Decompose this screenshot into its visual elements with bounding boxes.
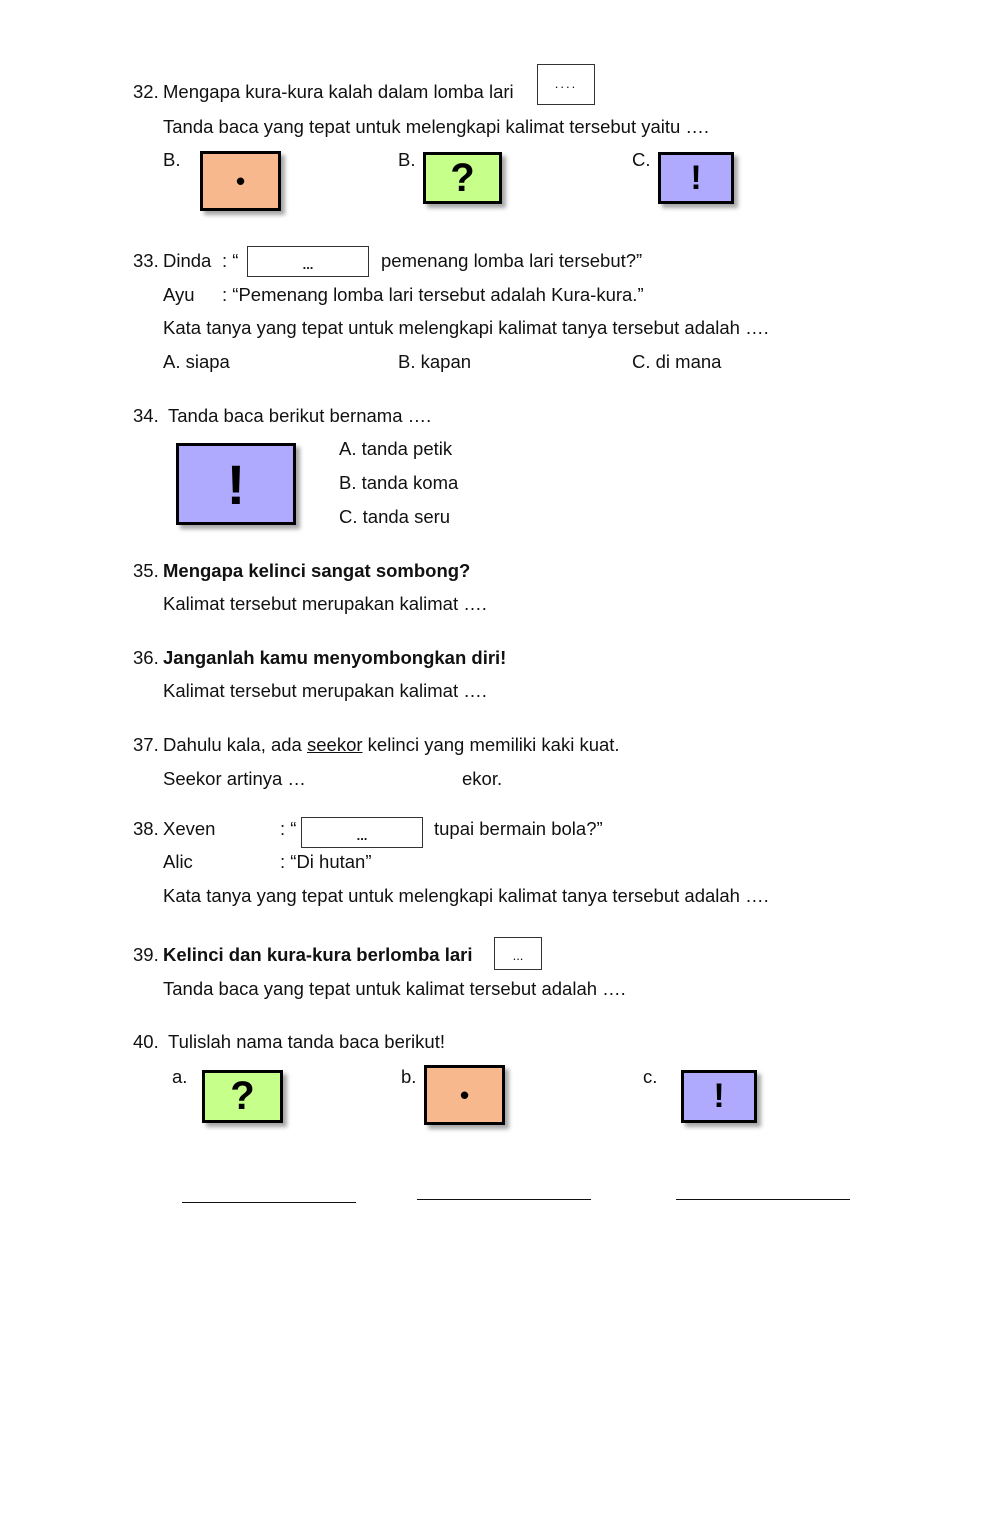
q33-number: 33. [133,250,159,271]
q34-option-a[interactable]: A. tanda petik [339,438,453,459]
q32-answer-box[interactable]: .... [537,64,595,105]
q33-instruction: Kata tanya yang tepat untuk melengkapi kalimat tanya tersebut adalah …. [163,317,769,338]
q32-option-label-2: B. [398,149,416,170]
q32-instruction: Tanda baca yang tepat untuk melengkapi kalimat tersebut yaitu …. [163,116,710,137]
question-mark-icon: ? [230,1074,255,1118]
q37-text-before: Dahulu kala, ada [163,734,302,755]
q33-speaker-2: Ayu [163,284,195,305]
q32-number: 32. [133,81,159,102]
q33-quote-open: : “ [222,250,239,271]
q35-instruction: Kalimat tersebut merupakan kalimat …. [163,593,487,614]
q40-answer-line-a[interactable] [182,1202,356,1203]
q33-speaker-1: Dinda [163,250,212,271]
q38-line-2: : “Di hutan” [280,851,372,872]
period-icon: • [235,165,246,196]
q33-line-2: : “Pemenang lomba lari tersebut adalah Kura-kura.” [222,284,644,305]
q40-question: Tulislah nama tanda baca berikut! [168,1031,445,1052]
q37-sentence [163,734,620,756]
q40-answer-line-b[interactable] [417,1199,591,1200]
q36-instruction: Kalimat tersebut merupakan kalimat …. [163,680,487,701]
q39-answer-box[interactable]: ... [494,937,542,970]
q38-line-1-rest: tupai bermain bola?” [434,818,603,839]
q40-item-c-tile [681,1070,757,1123]
q34-number: 34. [133,405,159,426]
q32-option-label-1: B. [163,149,181,170]
exclamation-mark-icon: ! [690,158,702,197]
q34-question: Tanda baca berikut bernama …. [168,405,432,426]
q37-line-2-end: ekor. [462,768,503,789]
q37-line-2: Seekor artinya … [163,768,306,789]
q38-quote-open: : “ [280,818,297,839]
q32-question: Mengapa kura-kura kalah dalam lomba lari [163,81,514,102]
question-mark-icon: ? [450,155,475,200]
q39-number: 39. [133,944,159,965]
q34-symbol-tile [176,443,296,525]
q38-instruction: Kata tanya yang tepat untuk melengkapi kalimat tanya tersebut adalah …. [163,885,769,906]
q40-item-label-a: a. [172,1066,188,1087]
q40-number: 40. [133,1031,159,1052]
q32-option-3-tile[interactable] [658,152,734,204]
q32-option-1-tile[interactable] [200,151,281,211]
q40-item-label-c: c. [643,1066,658,1087]
q33-option-c[interactable]: C. di mana [632,351,722,372]
q34-option-b[interactable]: B. tanda koma [339,472,459,493]
q37-text-after: kelinci yang memiliki kaki kuat. [367,734,620,755]
q35-number: 35. [133,560,159,581]
q38-speaker-1: Xeven [163,818,216,839]
q35-question: Mengapa kelinci sangat sombong? [163,560,471,581]
q33-line-1-rest: pemenang lomba lari tersebut?” [381,250,643,271]
q32-option-label-3: C. [632,149,651,170]
q34-option-c[interactable]: C. tanda seru [339,506,451,527]
q33-option-a[interactable]: A. siapa [163,351,230,372]
q37-number: 37. [133,734,159,755]
q40-item-label-b: b. [401,1066,417,1087]
q36-question: Janganlah kamu menyombongkan diri! [163,647,507,668]
q39-question: Kelinci dan kura-kura berlomba lari [163,944,473,965]
q40-item-b-tile [424,1065,505,1125]
exclamation-mark-icon: ! [226,452,246,516]
q40-item-a-tile [202,1070,283,1123]
exclamation-mark-icon: ! [713,1077,725,1115]
q37-underlined-word: seekor [307,734,363,755]
q32-option-2-tile[interactable] [423,152,502,204]
q40-answer-line-c[interactable] [676,1199,850,1200]
period-icon: • [459,1079,470,1110]
q36-number: 36. [133,647,159,668]
q38-number: 38. [133,818,159,839]
q39-instruction: Tanda baca yang tepat untuk kalimat tersebut adalah …. [163,978,626,999]
q38-answer-box[interactable]: ... [301,817,423,848]
q33-answer-box[interactable]: ... [247,246,369,277]
q38-speaker-2: Alic [163,851,193,872]
q33-option-b[interactable]: B. kapan [398,351,472,372]
